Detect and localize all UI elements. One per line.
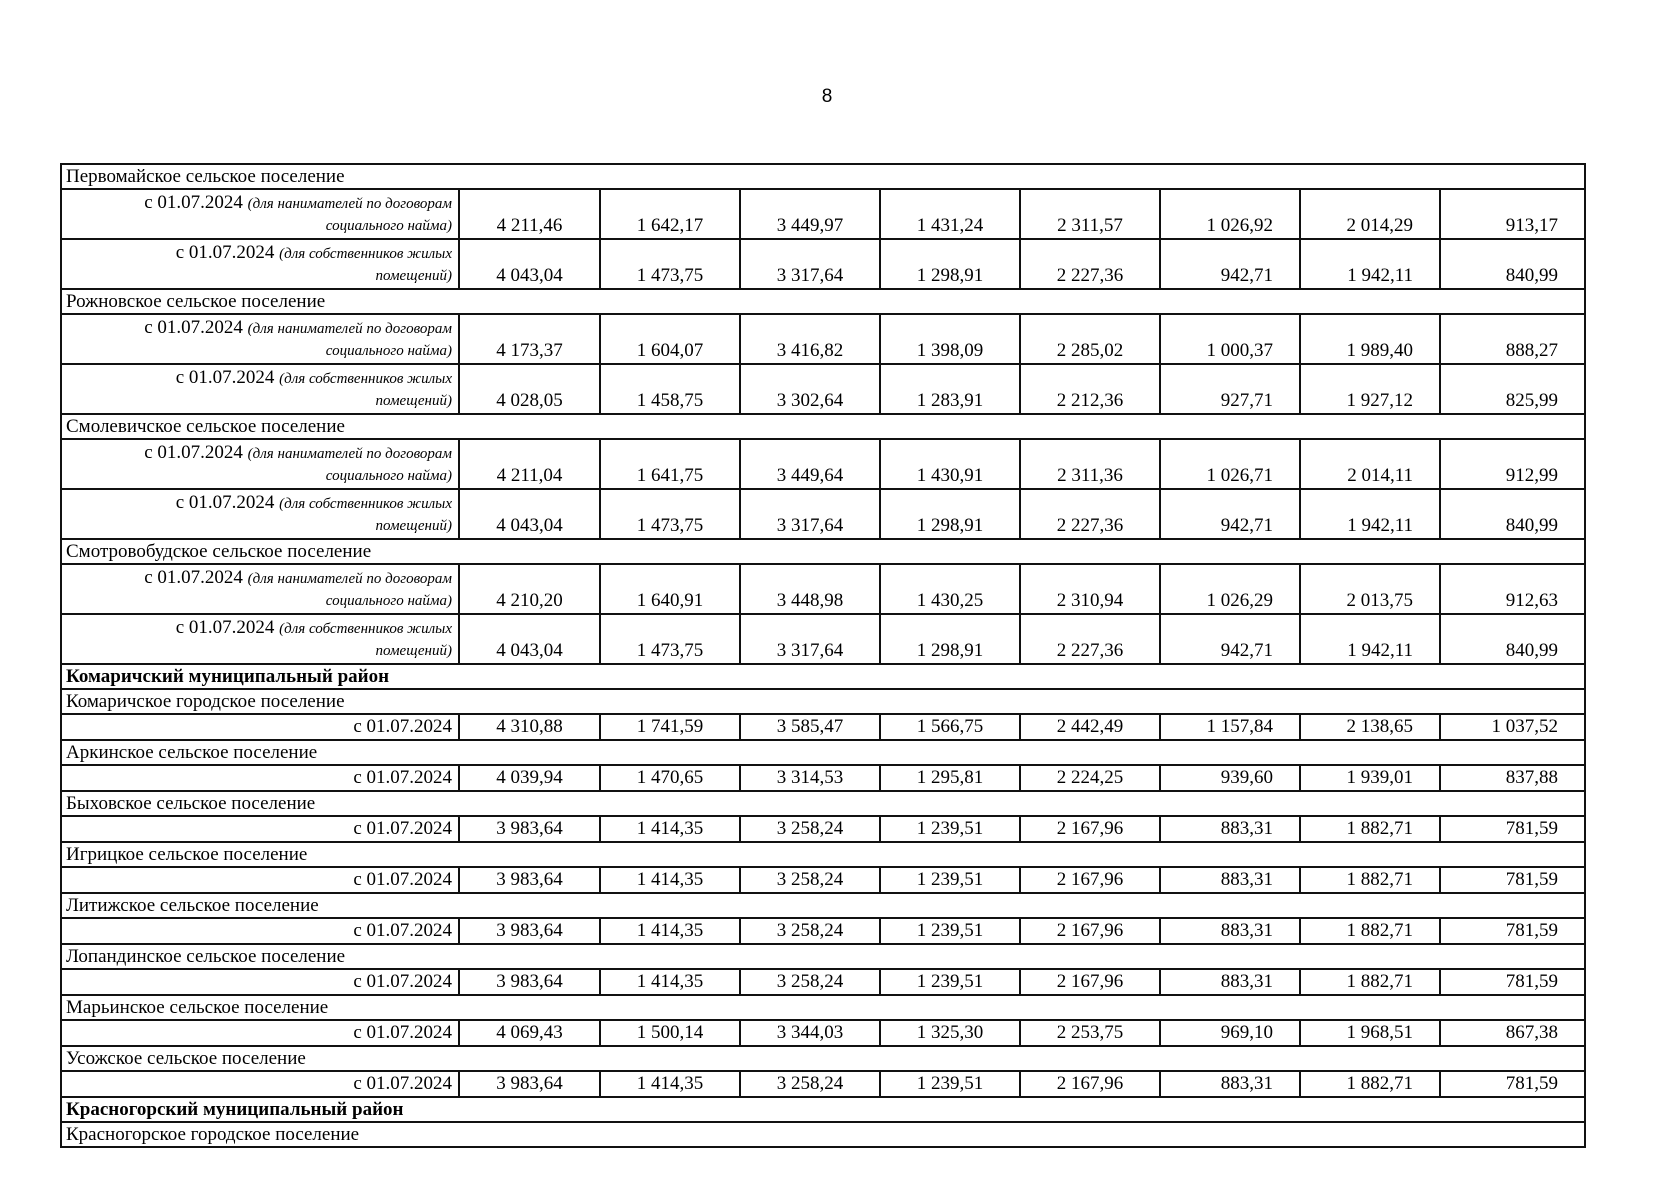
tariff-value-cell: 3 317,64 bbox=[740, 239, 880, 289]
tariff-value-cell: 942,71 bbox=[1160, 239, 1300, 289]
tariff-row bbox=[61, 189, 1585, 239]
tariff-value-cell: 3 448,98 bbox=[740, 564, 880, 614]
tariff-value-cell: 1 431,24 bbox=[880, 189, 1020, 239]
period-line bbox=[68, 192, 452, 215]
settlement-name: Марьинское сельское поселение bbox=[61, 995, 1585, 1020]
effective-date: с 01.07.2024 bbox=[144, 567, 243, 588]
tariff-value-cell: 2 013,75 bbox=[1300, 564, 1440, 614]
settlement-name: Первомайское сельское поселение bbox=[61, 164, 1585, 189]
settlement-header-row bbox=[61, 944, 1585, 969]
tariff-value-cell: 883,31 bbox=[1160, 918, 1300, 944]
tariff-period-label: с 01.07.2024 bbox=[61, 816, 459, 842]
tariff-period-label bbox=[61, 564, 459, 614]
effective-date: с 01.07.2024 bbox=[175, 617, 275, 638]
tariff-period-label: с 01.07.2024 bbox=[61, 765, 459, 791]
tariff-value-cell: 3 449,97 bbox=[740, 189, 880, 239]
tariff-row bbox=[61, 765, 1585, 791]
district-name: Комаричский муниципальный район bbox=[61, 664, 1585, 689]
tenant-category-note: социального найма) bbox=[325, 593, 452, 609]
tariff-value-cell: 3 983,64 bbox=[459, 1071, 600, 1097]
tariff-value-cell: 1 157,84 bbox=[1160, 714, 1300, 740]
tenant-category-note: социального найма) bbox=[325, 218, 452, 234]
tariff-value-cell: 2 167,96 bbox=[1020, 969, 1160, 995]
tariff-value-cell: 2 311,57 bbox=[1020, 189, 1160, 239]
tariff-value-cell: 2 311,36 bbox=[1020, 439, 1160, 489]
tariff-period-label: с 01.07.2024 bbox=[61, 969, 459, 995]
effective-date: с 01.07.2024 bbox=[144, 192, 243, 213]
tariff-period-label bbox=[61, 439, 459, 489]
tariff-value-cell: 1 939,01 bbox=[1300, 765, 1440, 791]
settlement-name: Аркинское сельское поселение bbox=[61, 740, 1585, 765]
tariff-value-cell: 3 258,24 bbox=[740, 1071, 880, 1097]
tenant-category-note: (для нанимателей по договорам bbox=[247, 446, 452, 462]
tariff-value-cell: 1 640,91 bbox=[600, 564, 740, 614]
tariff-value-cell: 2 227,36 bbox=[1020, 614, 1160, 664]
tariff-value-cell: 825,99 bbox=[1440, 364, 1585, 414]
tariff-value-cell: 4 039,94 bbox=[459, 765, 600, 791]
tenant-category-note: (для нанимателей по договорам bbox=[247, 321, 452, 337]
tenant-category-note: социального найма) bbox=[325, 343, 452, 359]
tariff-value-cell: 883,31 bbox=[1160, 969, 1300, 995]
tariff-value-cell: 1 882,71 bbox=[1300, 969, 1440, 995]
tariff-value-cell: 4 069,43 bbox=[459, 1020, 600, 1046]
tariff-value-cell: 2 167,96 bbox=[1020, 816, 1160, 842]
tenant-category-note: (для собственников жилых bbox=[279, 496, 452, 512]
settlement-header-row bbox=[61, 1122, 1585, 1147]
tariff-row bbox=[61, 239, 1585, 289]
tariff-value-cell: 3 585,47 bbox=[740, 714, 880, 740]
tariff-value-cell: 1 239,51 bbox=[880, 1071, 1020, 1097]
settlement-name: Смотровобудское сельское поселение bbox=[61, 539, 1585, 564]
tariff-value-cell: 2 212,36 bbox=[1020, 364, 1160, 414]
tariff-value-cell: 1 882,71 bbox=[1300, 918, 1440, 944]
tariff-value-cell: 2 167,96 bbox=[1020, 867, 1160, 893]
tariff-value-cell: 912,63 bbox=[1440, 564, 1585, 614]
tariff-value-cell: 3 258,24 bbox=[740, 969, 880, 995]
tariff-value-cell: 837,88 bbox=[1440, 765, 1585, 791]
tenant-category-note: помещений) bbox=[375, 268, 452, 284]
settlement-name: Игрицкое сельское поселение bbox=[61, 842, 1585, 867]
tariff-value-cell: 1 641,75 bbox=[600, 439, 740, 489]
tariff-value-cell: 1 473,75 bbox=[600, 489, 740, 539]
tariff-value-cell: 1 026,92 bbox=[1160, 189, 1300, 239]
settlement-name: Красногорское городское поселение bbox=[61, 1122, 1585, 1147]
tariff-period-label bbox=[61, 614, 459, 664]
tariff-value-cell: 781,59 bbox=[1440, 816, 1585, 842]
tariff-value-cell: 913,17 bbox=[1440, 189, 1585, 239]
tariff-value-cell: 2 442,49 bbox=[1020, 714, 1160, 740]
tenant-category-note: (для нанимателей по договорам bbox=[247, 196, 452, 212]
tariff-value-cell: 939,60 bbox=[1160, 765, 1300, 791]
tariff-value-cell: 1 239,51 bbox=[880, 969, 1020, 995]
tenant-category-note: помещений) bbox=[375, 518, 452, 534]
tariff-value-cell: 1 882,71 bbox=[1300, 1071, 1440, 1097]
tariff-period-label bbox=[61, 364, 459, 414]
settlement-name: Усожское сельское поселение bbox=[61, 1046, 1585, 1071]
tariff-value-cell: 840,99 bbox=[1440, 614, 1585, 664]
tariff-value-cell: 883,31 bbox=[1160, 1071, 1300, 1097]
tariff-value-cell: 3 258,24 bbox=[740, 918, 880, 944]
tariff-value-cell: 1 642,17 bbox=[600, 189, 740, 239]
tariff-value-cell: 1 882,71 bbox=[1300, 867, 1440, 893]
tariff-value-cell: 3 317,64 bbox=[740, 614, 880, 664]
tariff-value-cell: 1 927,12 bbox=[1300, 364, 1440, 414]
district-name: Красногорский муниципальный район bbox=[61, 1097, 1585, 1122]
tariff-value-cell: 1 942,11 bbox=[1300, 489, 1440, 539]
tariff-row bbox=[61, 1020, 1585, 1046]
settlement-header-row bbox=[61, 1046, 1585, 1071]
tariff-value-cell: 1 026,29 bbox=[1160, 564, 1300, 614]
tariff-value-cell: 1 968,51 bbox=[1300, 1020, 1440, 1046]
tariff-row bbox=[61, 1071, 1585, 1097]
tariff-row bbox=[61, 489, 1585, 539]
tenant-category-note: (для собственников жилых bbox=[279, 246, 452, 262]
tariff-period-label bbox=[61, 314, 459, 364]
tariff-value-cell: 781,59 bbox=[1440, 918, 1585, 944]
tariff-row bbox=[61, 564, 1585, 614]
tariff-value-cell: 2 138,65 bbox=[1300, 714, 1440, 740]
settlement-name: Комаричское городское поселение bbox=[61, 689, 1585, 714]
settlement-header-row bbox=[61, 414, 1585, 439]
tariff-value-cell: 1 741,59 bbox=[600, 714, 740, 740]
period-line bbox=[68, 492, 452, 515]
period-line bbox=[68, 317, 452, 340]
settlement-header-row bbox=[61, 842, 1585, 867]
tariff-value-cell: 1 298,91 bbox=[880, 489, 1020, 539]
tariff-value-cell: 969,10 bbox=[1160, 1020, 1300, 1046]
tariff-period-label bbox=[61, 489, 459, 539]
tariff-value-cell: 1 942,11 bbox=[1300, 614, 1440, 664]
effective-date: с 01.07.2024 bbox=[175, 367, 275, 388]
tariff-value-cell: 4 310,88 bbox=[459, 714, 600, 740]
tariff-value-cell: 1 604,07 bbox=[600, 314, 740, 364]
tariff-value-cell: 1 414,35 bbox=[600, 867, 740, 893]
tariff-value-cell: 1 500,14 bbox=[600, 1020, 740, 1046]
settlement-header-row bbox=[61, 689, 1585, 714]
tariff-period-label bbox=[61, 189, 459, 239]
tariff-value-cell: 1 037,52 bbox=[1440, 714, 1585, 740]
tariff-value-cell: 2 253,75 bbox=[1020, 1020, 1160, 1046]
tariff-row bbox=[61, 969, 1585, 995]
tenant-category-note: (для собственников жилых bbox=[279, 621, 452, 637]
tariff-value-cell: 3 344,03 bbox=[740, 1020, 880, 1046]
tariff-value-cell: 3 983,64 bbox=[459, 867, 600, 893]
settlement-header-row bbox=[61, 740, 1585, 765]
tariff-value-cell: 1 298,91 bbox=[880, 239, 1020, 289]
tariff-value-cell: 3 317,64 bbox=[740, 489, 880, 539]
settlement-name: Рожновское сельское поселение bbox=[61, 289, 1585, 314]
tariff-value-cell: 1 239,51 bbox=[880, 816, 1020, 842]
tenant-category-note: помещений) bbox=[375, 393, 452, 409]
tariff-value-cell: 2 227,36 bbox=[1020, 239, 1160, 289]
tariff-value-cell: 1 414,35 bbox=[600, 816, 740, 842]
period-line bbox=[68, 567, 452, 590]
tariff-value-cell: 3 314,53 bbox=[740, 765, 880, 791]
tariff-value-cell: 1 430,91 bbox=[880, 439, 1020, 489]
tariff-value-cell: 2 167,96 bbox=[1020, 918, 1160, 944]
tariff-value-cell: 2 014,29 bbox=[1300, 189, 1440, 239]
settlement-header-row bbox=[61, 539, 1585, 564]
settlement-header-row bbox=[61, 995, 1585, 1020]
tariff-value-cell: 1 239,51 bbox=[880, 918, 1020, 944]
tariff-row bbox=[61, 439, 1585, 489]
tariff-period-label: с 01.07.2024 bbox=[61, 714, 459, 740]
tariff-value-cell: 1 414,35 bbox=[600, 1071, 740, 1097]
tariff-value-cell: 4 043,04 bbox=[459, 614, 600, 664]
tariff-value-cell: 4 043,04 bbox=[459, 239, 600, 289]
tariff-value-cell: 3 302,64 bbox=[740, 364, 880, 414]
settlement-header-row bbox=[61, 289, 1585, 314]
settlement-header-row bbox=[61, 164, 1585, 189]
tariff-value-cell: 1 430,25 bbox=[880, 564, 1020, 614]
tariff-period-label bbox=[61, 239, 459, 289]
tariff-value-cell: 1 414,35 bbox=[600, 969, 740, 995]
tariff-row bbox=[61, 918, 1585, 944]
settlement-name: Литижское сельское поселение bbox=[61, 893, 1585, 918]
tariff-value-cell: 3 983,64 bbox=[459, 816, 600, 842]
tariff-value-cell: 4 028,05 bbox=[459, 364, 600, 414]
district-header-row bbox=[61, 1097, 1585, 1122]
tariff-period-label: с 01.07.2024 bbox=[61, 1020, 459, 1046]
tariff-value-cell: 4 211,46 bbox=[459, 189, 600, 239]
tariff-value-cell: 840,99 bbox=[1440, 239, 1585, 289]
settlement-name: Лопандинское сельское поселение bbox=[61, 944, 1585, 969]
tariff-value-cell: 1 000,37 bbox=[1160, 314, 1300, 364]
page-number: 8 bbox=[821, 86, 833, 107]
period-line bbox=[68, 367, 452, 390]
tariff-value-cell: 912,99 bbox=[1440, 439, 1585, 489]
tariff-value-cell: 1 239,51 bbox=[880, 867, 1020, 893]
tariff-value-cell: 2 224,25 bbox=[1020, 765, 1160, 791]
tariff-value-cell: 781,59 bbox=[1440, 969, 1585, 995]
effective-date: с 01.07.2024 bbox=[175, 242, 275, 263]
tenant-category-note: помещений) bbox=[375, 643, 452, 659]
tariff-value-cell: 942,71 bbox=[1160, 614, 1300, 664]
tariff-value-cell: 840,99 bbox=[1440, 489, 1585, 539]
tariff-value-cell: 867,38 bbox=[1440, 1020, 1585, 1046]
tariff-value-cell: 2 167,96 bbox=[1020, 1071, 1160, 1097]
period-line bbox=[68, 242, 452, 265]
settlement-name: Смолевичское сельское поселение bbox=[61, 414, 1585, 439]
tariff-value-cell: 1 470,65 bbox=[600, 765, 740, 791]
tariff-value-cell: 942,71 bbox=[1160, 489, 1300, 539]
tariff-value-cell: 1 882,71 bbox=[1300, 816, 1440, 842]
tenant-category-note: (для нанимателей по договорам bbox=[247, 571, 452, 587]
tariff-value-cell: 1 026,71 bbox=[1160, 439, 1300, 489]
tariff-period-label: с 01.07.2024 bbox=[61, 867, 459, 893]
tariff-value-cell: 781,59 bbox=[1440, 867, 1585, 893]
tariff-value-cell: 1 473,75 bbox=[600, 239, 740, 289]
tariff-value-cell: 3 983,64 bbox=[459, 969, 600, 995]
tariff-value-cell: 1 942,11 bbox=[1300, 239, 1440, 289]
tariff-value-cell: 3 258,24 bbox=[740, 816, 880, 842]
tariff-value-cell: 4 210,20 bbox=[459, 564, 600, 614]
tariff-row bbox=[61, 714, 1585, 740]
tenant-category-note: социального найма) bbox=[325, 468, 452, 484]
district-header-row bbox=[61, 664, 1585, 689]
tariff-row bbox=[61, 364, 1585, 414]
tariff-row bbox=[61, 614, 1585, 664]
tariff-value-cell: 1 398,09 bbox=[880, 314, 1020, 364]
tariff-value-cell: 2 014,11 bbox=[1300, 439, 1440, 489]
tariff-value-cell: 4 173,37 bbox=[459, 314, 600, 364]
tariff-value-cell: 3 449,64 bbox=[740, 439, 880, 489]
period-line bbox=[68, 617, 452, 640]
tariff-value-cell: 2 285,02 bbox=[1020, 314, 1160, 364]
tariff-value-cell: 1 325,30 bbox=[880, 1020, 1020, 1046]
period-line bbox=[68, 442, 452, 465]
tariff-value-cell: 883,31 bbox=[1160, 816, 1300, 842]
settlement-header-row bbox=[61, 893, 1585, 918]
settlement-header-row bbox=[61, 791, 1585, 816]
tariff-value-cell: 3 416,82 bbox=[740, 314, 880, 364]
tariff-value-cell: 2 227,36 bbox=[1020, 489, 1160, 539]
tariff-value-cell: 4 211,04 bbox=[459, 439, 600, 489]
tariff-value-cell: 4 043,04 bbox=[459, 489, 600, 539]
effective-date: с 01.07.2024 bbox=[144, 442, 243, 463]
tariff-value-cell: 1 295,81 bbox=[880, 765, 1020, 791]
tariff-value-cell: 1 458,75 bbox=[600, 364, 740, 414]
tariff-value-cell: 1 283,91 bbox=[880, 364, 1020, 414]
tariff-value-cell: 781,59 bbox=[1440, 1071, 1585, 1097]
tariff-value-cell: 1 566,75 bbox=[880, 714, 1020, 740]
tariff-row bbox=[61, 867, 1585, 893]
tariff-period-label: с 01.07.2024 bbox=[61, 918, 459, 944]
tariff-value-cell: 1 298,91 bbox=[880, 614, 1020, 664]
settlement-name: Быховское сельское поселение bbox=[61, 791, 1585, 816]
tenant-category-note: (для собственников жилых bbox=[279, 371, 452, 387]
tariff-table bbox=[60, 163, 1586, 1148]
tariff-value-cell: 1 473,75 bbox=[600, 614, 740, 664]
tariff-value-cell: 2 310,94 bbox=[1020, 564, 1160, 614]
tariff-value-cell: 888,27 bbox=[1440, 314, 1585, 364]
tariff-value-cell: 3 258,24 bbox=[740, 867, 880, 893]
tariff-value-cell: 1 414,35 bbox=[600, 918, 740, 944]
tariff-value-cell: 883,31 bbox=[1160, 867, 1300, 893]
tariff-row bbox=[61, 314, 1585, 364]
tariff-row bbox=[61, 816, 1585, 842]
tariff-value-cell: 1 989,40 bbox=[1300, 314, 1440, 364]
tariff-value-cell: 927,71 bbox=[1160, 364, 1300, 414]
effective-date: с 01.07.2024 bbox=[175, 492, 275, 513]
tariff-value-cell: 3 983,64 bbox=[459, 918, 600, 944]
tariff-period-label: с 01.07.2024 bbox=[61, 1071, 459, 1097]
effective-date: с 01.07.2024 bbox=[144, 317, 243, 338]
